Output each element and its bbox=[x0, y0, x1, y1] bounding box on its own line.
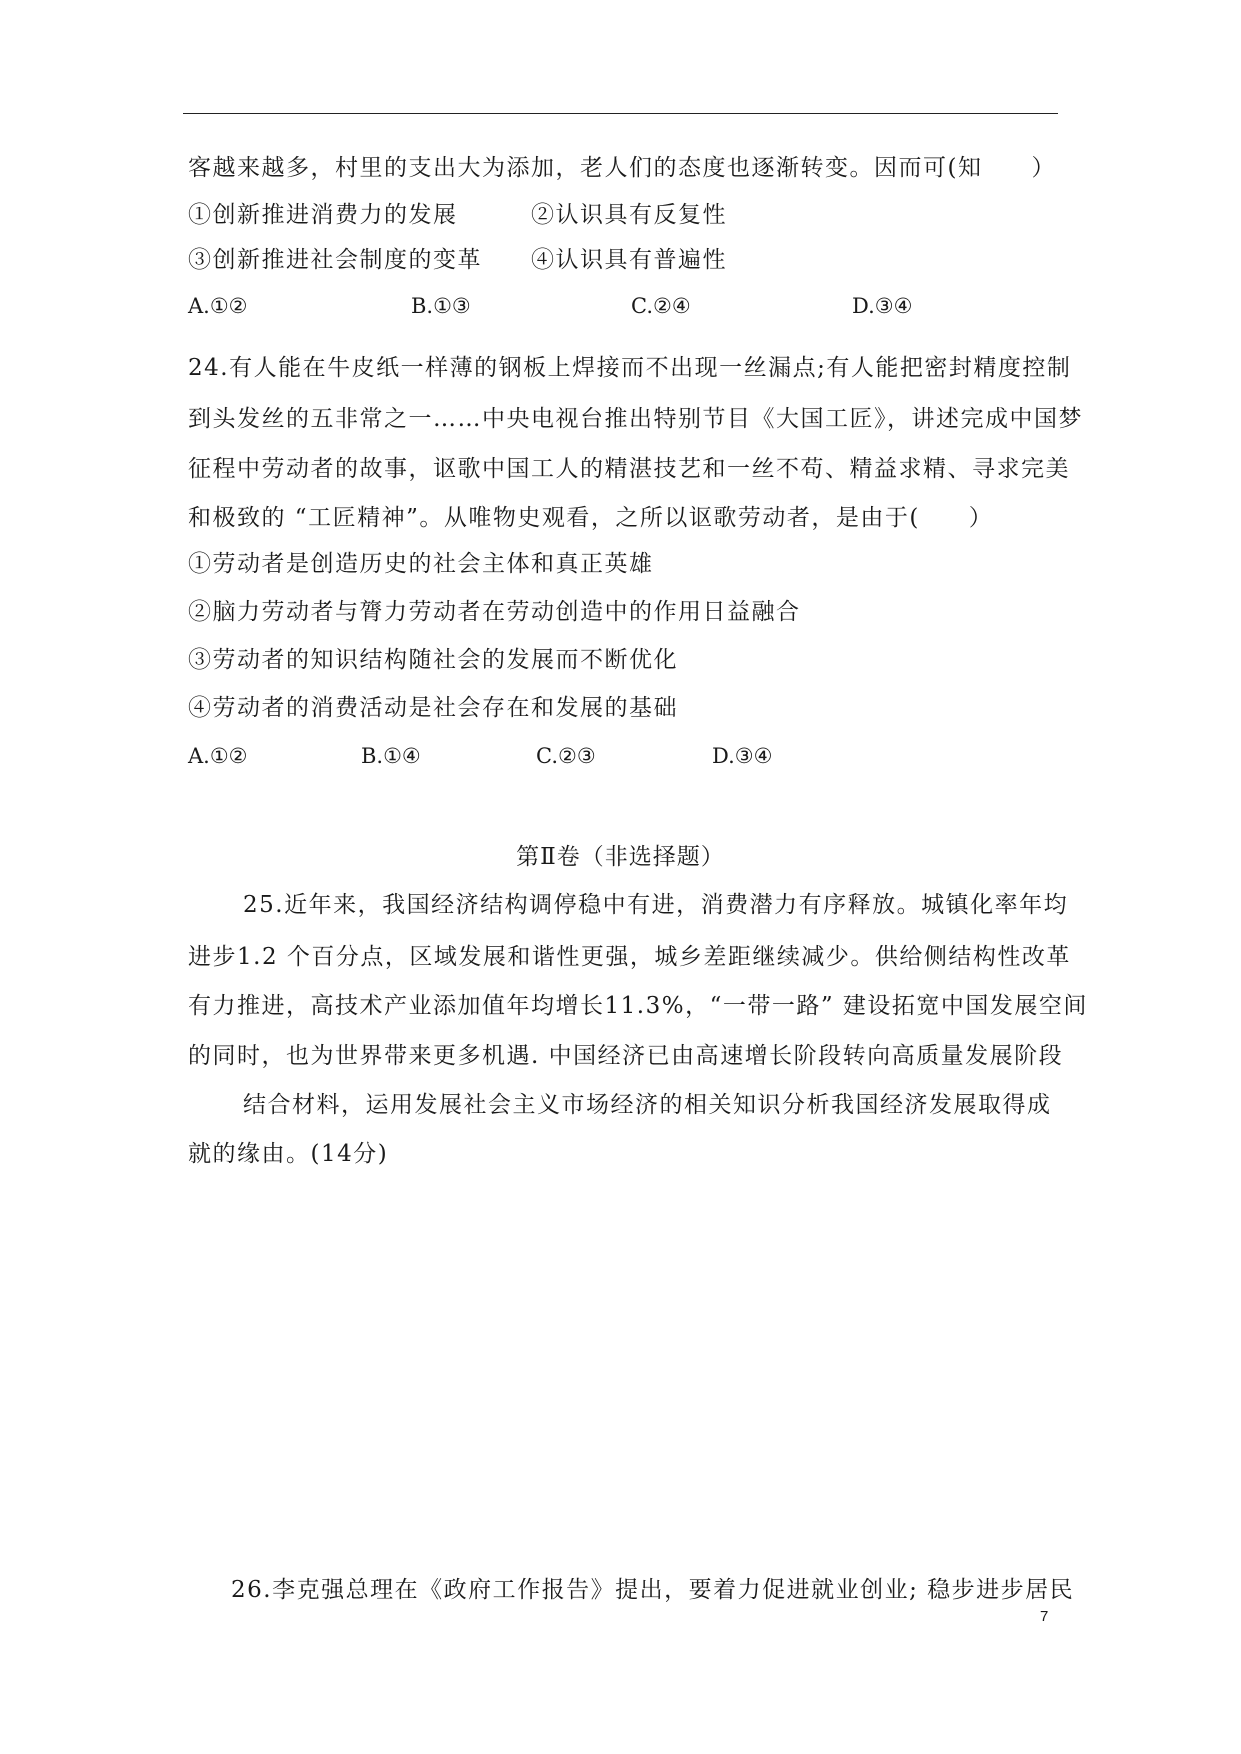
q25-question-line-2: 就的缘由。(14分) bbox=[188, 1141, 389, 1167]
q26-stem: 26.李克强总理在《政府工作报告》提出，要着力促进就业创业; 稳步进步居民 bbox=[231, 1577, 1075, 1603]
q24-statement-1: ①劳动者是创造历史的社会主体和真正英雄 bbox=[188, 551, 654, 577]
q24-stem-line-2: 到头发丝的五非常之一……中央电视台推出特别节目《大国工匠》，讲述完成中国梦 bbox=[188, 406, 1083, 432]
section-title: 第Ⅱ卷（非选择题） bbox=[516, 844, 725, 870]
q25-material-line-1: 25.近年来，我国经济结构调停稳中有进，消费潜力有序释放。城镇化率年均 bbox=[243, 892, 1069, 918]
q23-statement-2: ③创新推进社会制度的变革 ④认识具有普遍性 bbox=[188, 247, 727, 273]
q24-option-a: A.①② bbox=[188, 744, 248, 768]
q23-statement-1: ①创新推进消费力的发展 ②认识具有反复性 bbox=[188, 202, 727, 228]
q24-option-c: C.②③ bbox=[536, 744, 596, 768]
page-number: 7 bbox=[1040, 1608, 1049, 1625]
q23-option-d: D.③④ bbox=[852, 294, 913, 318]
q23-stem-tail: 客越来越多，村里的支出大为添加，老人们的态度也逐渐转变。因而可(知 ） bbox=[188, 155, 1056, 181]
header-rule bbox=[183, 113, 1058, 114]
q24-stem-line-4: 和极致的 “工匠精神”。从唯物史观看，之所以讴歌劳动者，是由于( ） bbox=[188, 505, 994, 531]
q24-statement-4: ④劳动者的消费活动是社会存在和发展的基础 bbox=[188, 695, 678, 721]
q24-statement-3: ③劳动者的知识结构随社会的发展而不断优化 bbox=[188, 647, 678, 673]
q25-material-line-4: 的同时，也为世界带来更多机遇. 中国经济已由高速增长阶段转向高质量发展阶段 bbox=[188, 1043, 1064, 1069]
q23-option-b: B.①③ bbox=[411, 294, 471, 318]
q24-stem-line-1: 24.有人能在牛皮纸一样薄的钢板上焊接而不出现一丝漏点;有人能把密封精度控制 bbox=[188, 355, 1072, 381]
q25-material-line-3: 有力推进，高技术产业添加值年均增长11.3%，“一带一路” 建设拓宽中国发展空间 bbox=[188, 993, 1088, 1019]
q25-material-line-2: 进步1.2 个百分点，区域发展和谐性更强，城乡差距继续减少。供给侧结构性改革 bbox=[188, 944, 1071, 970]
q23-option-c: C.②④ bbox=[631, 294, 691, 318]
q24-stem-line-3: 征程中劳动者的故事，讴歌中国工人的精湛技艺和一丝不苟、精益求精、寻求完美 bbox=[188, 456, 1070, 482]
q24-option-b: B.①④ bbox=[361, 744, 421, 768]
q25-question-line-1: 结合材料，运用发展社会主义市场经济的相关知识分析我国经济发展取得成 bbox=[243, 1092, 1052, 1118]
q23-option-a: A.①② bbox=[188, 294, 248, 318]
q24-statement-2: ②脑力劳动者与膂力劳动者在劳动创造中的作用日益融合 bbox=[188, 599, 801, 625]
q24-option-d: D.③④ bbox=[712, 744, 773, 768]
